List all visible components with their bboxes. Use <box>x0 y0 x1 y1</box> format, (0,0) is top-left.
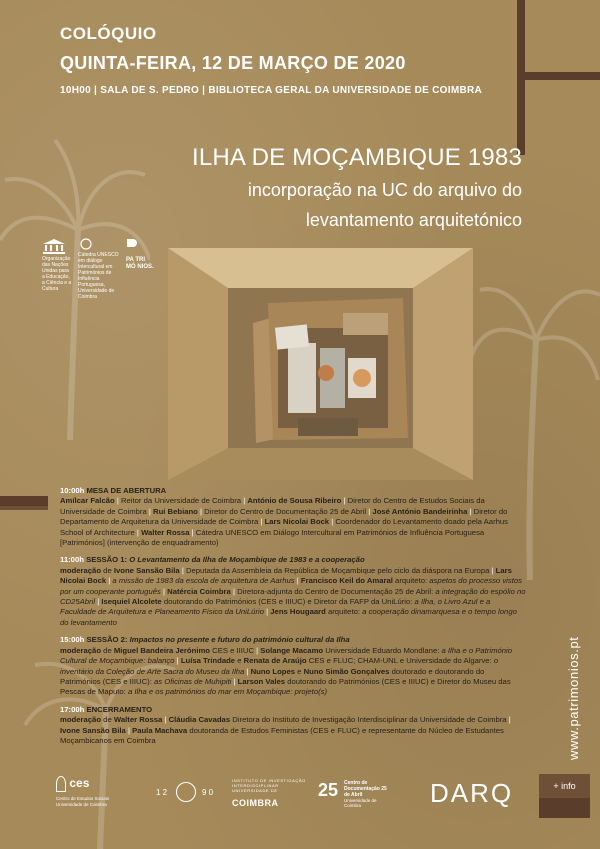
decorative-tab-shadow <box>0 506 48 510</box>
talk-title: a cooperação dinamarquesa e o tempo longo do levantamento <box>60 607 517 627</box>
speaker-role: Coordenador do Levantamento doado pela Aarhus School of Architecture <box>60 517 509 537</box>
talk-title: as Oficinas de Muhipiti <box>154 676 232 686</box>
uc-year-left: 1 2 <box>156 788 168 797</box>
speaker-role: arquiteto: <box>395 576 428 586</box>
talk-title: a integração do espólio no CD25Abril <box>60 586 526 607</box>
archive-box-photo <box>168 248 473 480</box>
speaker-name: Paula Machava <box>132 725 188 735</box>
patrimonios-logo-text: PA TRI MÓ NIOS. <box>126 257 154 270</box>
speaker-name: Francisco Keil do Amaral <box>300 576 393 586</box>
moderator-name: Ivone Sansão Bila <box>113 565 180 575</box>
speaker-role: doutorando do Patrimónios (CES e IIIUC) e Diretor do Museu das Pescas de Maputo: <box>60 676 511 697</box>
ces-logo-subtext: Centro de Estudos Sociais Universidade de Coimbra <box>56 796 110 807</box>
session-opening: 10:00h MESA DE ABERTURA Amílcar Falcão | Reitor da Universidade de Coimbra | António de Sousa Ribeiro | Diretor do Centro de Estudos Sociais da Universidade de Coimbra | Rui Bebiano | Diretor do Centro de Documentação 25 de Abril | José António Bandeirinha | Diretor do Departamento de Arquitetura da Universidade de Coimbra | Lars Nicolai Bock | Coordenador do Levantamento doado pela Aarhus School of Architecture | Walter Rossa | Cátedra UNESCO em Diálogo Intercultural em Patrimónios de Influência Portuguesa [Patrimónios] (intervenção de enquadramento) <box>60 486 509 548</box>
speaker-role: arquiteto: <box>327 607 361 617</box>
talk-title: aspetos do processo vistos por um cooperante português <box>60 576 522 596</box>
moderation-connector: de <box>103 715 112 725</box>
cd25-emblem-icon: 25 <box>318 780 339 800</box>
speaker-name: Cláudia Cavadas <box>168 715 231 725</box>
event-header <box>60 24 482 96</box>
moderation-label: moderação <box>60 715 102 725</box>
session-prefix: SESSÃO 2: <box>86 635 128 645</box>
session-prefix: SESSÃO 1: <box>86 555 128 565</box>
speaker-role: Cátedra UNESCO em Diálogo Intercultural em Patrimónios de Influência Portuguesa [Patrimónios] (intervenção de enquadramento) <box>60 527 485 548</box>
moderator-name: Miguel Bandeira Jerónimo <box>113 645 210 655</box>
session-time: 10:00h <box>60 486 85 495</box>
program-schedule <box>60 486 526 753</box>
session-title: MESA DE ABERTURA <box>86 486 167 495</box>
speaker-role: Diretor do Departamento de Arquitetura da Universidade de Coimbra <box>60 506 508 527</box>
talk-title: a Ilha e o Património Cultural de Moçambique: balanço <box>60 645 513 666</box>
event-venue: 10H00 | SALA DE S. PEDRO | BIBLIOTECA GERAL DA UNIVERSIDADE DE COIMBRA <box>60 85 483 96</box>
palm-tree-decoration-left <box>0 120 150 440</box>
session-1: 11:00h SESSÃO 1: O Levantamento da Ilha de Moçambique de 1983 e a cooperação moderação de Ivone Sansão Bila | Deputada da Assembleia da República de Moçambique pelo ciclo da diáspora na Europa | Lars Nicolai Bock | a missão de 1983 da escola de arquitetura de Aarhus | Francisco Keil do Amaral arquiteto: aspetos do processo vistos por um cooperante português | Natércia Coimbra | Diretora-adjunta do Centro de Documentação 25 de Abril: a integração do espólio no CD25Abril | Isequiel Alcolete doutorando do Patrimónios (CES e IIIUC) e Diretor da FAFP da UniLúrio: a Ilha, o Livro Azul e a Faculdade de Arquitetura e Planeamento Físico da UniLúrio | Jens Hougaard arquiteto: a cooperação dinamarquesa e o tempo longo do levantamento <box>60 555 526 627</box>
session-title: ENCERRAMENTO <box>86 704 153 714</box>
speaker-name: Nuno Simão Gonçalves <box>303 666 390 676</box>
unesco-logo-text: Organização das Nações Unidas para a Educação, a Ciência e a Cultura <box>42 256 72 292</box>
talk-title: o inventário da Coleção de Arte Sacra do Museu da Ilha <box>60 656 499 676</box>
speaker-name: Jens Hougaard <box>270 607 326 617</box>
event-subtitle-line-1: incorporação na UC do arquivo do <box>247 180 522 200</box>
speaker-name: Solange Macamo <box>260 645 324 655</box>
ces-logo-text: ces <box>69 776 90 791</box>
partner-logos-footer <box>56 776 526 820</box>
speaker-name: Walter Rossa <box>141 527 190 537</box>
talk-title: a Ilha, o Livro Azul e a Faculdade de Arquitetura e Planeamento Físico da UniLúrio <box>60 597 491 617</box>
decorative-tab <box>0 496 48 506</box>
speaker-role: doutorado e doutorando do Patrimónios (CES e IIIUC): <box>60 666 485 686</box>
moderator-role: CES e IIIUC <box>212 645 255 655</box>
more-info-button[interactable]: + info <box>539 774 590 798</box>
website-link[interactable]: www.patrimonios.pt <box>566 636 581 760</box>
speaker-role: Diretora-adjunta do Centro de Documentação 25 de Abril: <box>237 586 434 596</box>
speaker-connector: e <box>237 656 242 666</box>
decorative-bar-horizontal <box>517 72 600 80</box>
unesco-temple-icon <box>42 238 66 254</box>
unitwin-logo-text: Cátedra UNESCO em diálogo Intercultural em Patrimónios de Influência Portuguesa, Universidade de Coimbra <box>78 252 119 300</box>
speaker-name: Lars Nicolai Bock <box>60 565 512 586</box>
wooden-crate-illustration <box>168 248 473 480</box>
moderation-connector: de <box>103 565 112 575</box>
speaker-role: Universidade Eduardo Mondlane: <box>325 645 440 655</box>
session-title: Impactos no presente e futuro do património cultural da Ilha <box>129 635 350 645</box>
patrimonios-p-icon <box>126 238 138 254</box>
patrimonios-logo <box>126 238 156 271</box>
speaker-name: Amílcar Falcão <box>60 496 115 506</box>
speaker-name: Renata de Araújo <box>243 656 307 666</box>
decorative-bar-info <box>539 798 590 818</box>
unitwin-logo <box>78 238 120 300</box>
speaker-connector: e <box>297 666 302 676</box>
speaker-role: Reitor da Universidade de Coimbra <box>120 496 242 506</box>
event-title: ILHA DE MOÇAMBIQUE 1983 <box>191 144 522 171</box>
speaker-name: Nuno Lopes <box>250 666 296 676</box>
ces-logo <box>56 776 126 807</box>
unitwin-circle-icon <box>78 238 94 250</box>
moderation-label: moderação <box>60 645 102 655</box>
cd25-logo-text: Centro de Documentação 25 de Abril <box>344 780 387 798</box>
speaker-role: doutorando do Patrimónios (CES e IIIUC) e Diretor da FAFP da UniLúrio: <box>163 597 413 607</box>
moderation-connector: de <box>103 645 112 655</box>
event-type-label: COLÓQUIO <box>60 24 157 43</box>
speaker-role: Diretor do Centro de Estudos Sociais da Universidade de Coimbra <box>60 496 485 516</box>
session-time: 15:00h <box>60 635 85 645</box>
uc-logo-name: COIMBRA <box>232 798 279 808</box>
session-2: 15:00h SESSÃO 2: Impactos no presente e futuro do património cultural da Ilha moderação de Miguel Bandeira Jerónimo CES e IIIUC | Solange Macamo Universidade Eduardo Mondlane: a Ilha e o Património Cultural de Moçambique: balanço | Luísa Trindade e Renata de Araújo CES e FLUC; CHAM-UNL e Universidade do Algarve: o inventário da Coleção de Arte Sacra do Museu da Ilha | Nuno Lopes e Nuno Simão Gonçalves doutorado e doutorando do Patrimónios (CES e IIIUC): as Oficinas de Muhipiti | Larson Vales doutorando do Patrimónios (CES e IIIUC) e Diretor do Museu das Pescas de Maputo: a Ilha e os patrimónios do mar em Moçambique: projeto(s) <box>60 635 513 697</box>
speaker-role: Diretora do Instituto de Investigação Interdisciplinar da Universidade de Coimbra <box>232 715 507 725</box>
uc-logo-subtext: INSTITUTO DE INVESTIGAÇÃO INTERDISCIPLINAR UNIVERSIDADE DE <box>232 778 306 793</box>
event-date: QUINTA-FEIRA, 12 DE MARÇO DE 2020 <box>60 53 406 73</box>
unesco-logo <box>42 238 72 292</box>
uc-logo <box>156 776 326 816</box>
speaker-role: Diretor do Centro de Documentação 25 de Abril <box>204 506 367 516</box>
speaker-name: Ivone Sansão Bila <box>60 725 126 735</box>
session-closing: 17:00h ENCERRAMENTO moderação de Walter Rossa | Cláudia Cavadas Diretora do Instituto de Investigação Interdisciplinar da Universidade de Coimbra | Ivone Sansão Bila | Paula Machava doutoranda de Estudos Feministas (CES e FLUC) e representante do Núcleo de Estudantes Moçambicanos em Coimbra <box>60 704 511 745</box>
darq-logo: DARQ <box>430 778 514 808</box>
ces-emblem-icon <box>56 776 66 792</box>
uc-seal-icon <box>176 782 196 802</box>
speaker-role: doutoranda de Estudos Feministas (CES e FLUC) e representante do Núcleo de Estudantes Moçambicanos em Coimbra <box>60 725 504 745</box>
talk-title: a Ilha e os patrimónios do mar em Moçambique: projeto(s) <box>127 687 328 697</box>
cd25-logo-subtext: Universidade de Coimbra <box>344 798 377 808</box>
speaker-name: Lars Nicolai Bock <box>264 517 330 527</box>
speaker-name: António de Sousa Ribeiro <box>247 496 342 506</box>
moderator-role: Deputada da Assembleia da República de Moçambique pelo ciclo da diáspora na Europa <box>185 565 490 575</box>
moderation-label: moderação <box>60 565 102 575</box>
event-subtitle-line-2: levantamento arquitetónico <box>305 210 522 230</box>
session-title: O Levantamento da Ilha de Moçambique de 1983 e a cooperação <box>129 555 365 565</box>
speaker-name: Rui Bebiano <box>153 506 198 516</box>
speaker-name: Natércia Coimbra <box>167 586 231 596</box>
speaker-name: Luísa Trindade <box>180 656 236 666</box>
moderator-name: Walter Rossa <box>113 715 163 725</box>
speaker-name: Isequiel Alcolete <box>101 597 162 607</box>
speaker-role: CES e FLUC; CHAM-UNL e Universidade do Algarve: <box>308 656 492 666</box>
uc-year-right: 9 0 <box>202 788 214 797</box>
speaker-name: Larson Vales <box>237 676 286 686</box>
session-time: 17:00h <box>60 704 85 714</box>
talk-title: a missão de 1983 da escola de arquitetura de Aarhus <box>112 576 295 586</box>
speaker-name: José António Bandeirinha <box>372 506 468 516</box>
session-time: 11:00h <box>60 555 84 565</box>
event-title-block <box>192 144 522 232</box>
partner-logos-top <box>42 238 160 300</box>
